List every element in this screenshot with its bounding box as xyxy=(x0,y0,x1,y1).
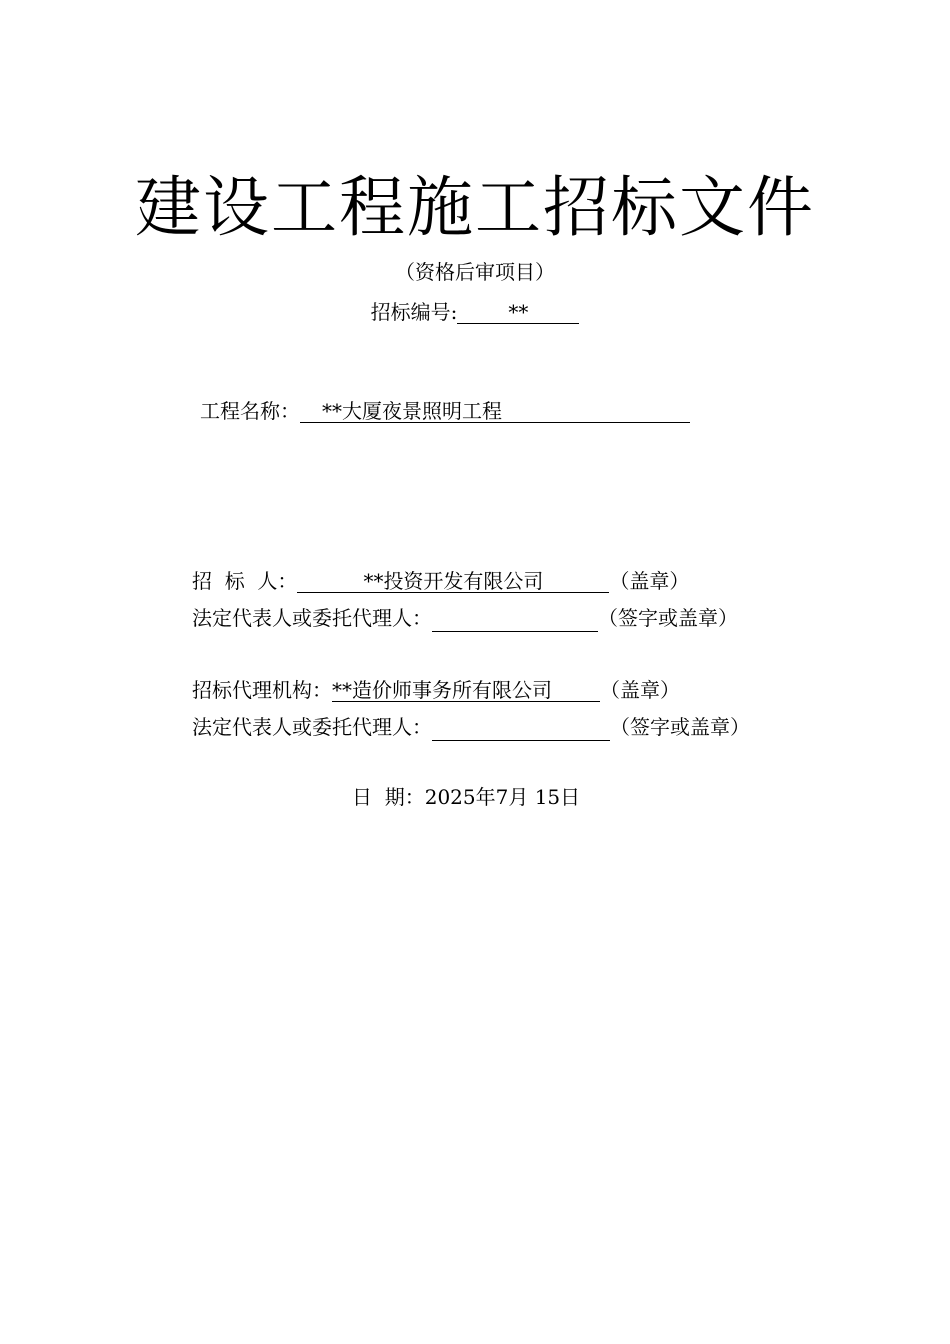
tender-number-label: 招标编号: xyxy=(370,300,458,324)
tenderer-value: **投资开发有限公司 xyxy=(297,570,609,593)
date-row xyxy=(352,783,580,811)
tenderer-representative-blank xyxy=(432,609,598,632)
document-title: 建设工程施工招标文件 xyxy=(135,169,815,246)
agency-value: **造价师事务所有限公司 xyxy=(332,679,600,702)
agency-representative-label: 法定代表人或委托代理人： xyxy=(192,715,432,739)
agency-row xyxy=(192,676,680,704)
tenderer-representative-row xyxy=(192,604,738,632)
tender-number-value: ** xyxy=(457,301,579,324)
document-subtitle: （资格后审项目） xyxy=(395,260,555,284)
agency-seal-note: （盖章） xyxy=(600,678,680,702)
date-label: 日 期： xyxy=(352,785,425,809)
project-name-label: 工程名称： xyxy=(200,399,300,423)
project-name-row xyxy=(200,397,690,425)
agency-representative-blank xyxy=(432,718,610,741)
tender-number-row xyxy=(0,298,950,326)
tenderer-label: 招 标 人： xyxy=(192,569,298,593)
tenderer-representative-note: （签字或盖章） xyxy=(598,606,738,630)
project-name-value: **大厦夜景照明工程 xyxy=(300,400,690,423)
agency-representative-note: （签字或盖章） xyxy=(610,715,750,739)
date-value: 2025年7月 15日 xyxy=(424,785,581,809)
tenderer-representative-label: 法定代表人或委托代理人： xyxy=(192,606,432,630)
tenderer-seal-note: （盖章） xyxy=(609,569,690,593)
agency-representative-row xyxy=(192,713,750,741)
agency-label: 招标代理机构： xyxy=(192,678,332,702)
tenderer-row xyxy=(192,567,689,595)
